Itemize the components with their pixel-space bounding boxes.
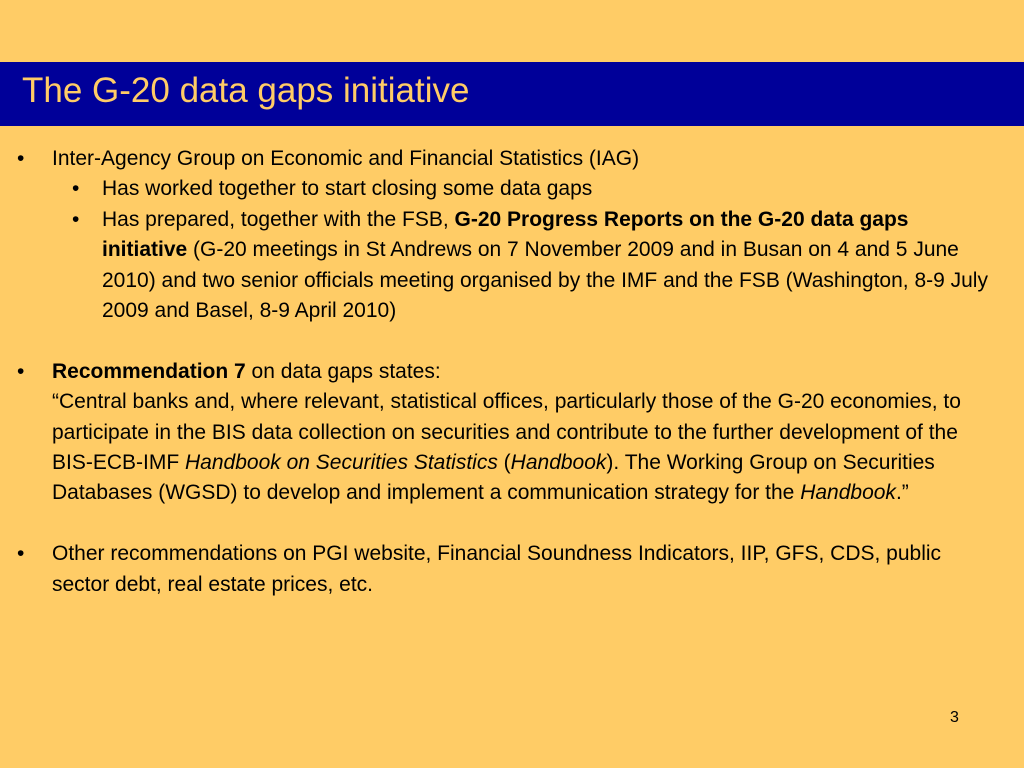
slide-title: The G-20 data gaps initiative bbox=[22, 71, 470, 110]
bullet-dot-icon: • bbox=[72, 177, 80, 201]
bullet-dot-icon: • bbox=[17, 359, 25, 383]
bullet-other-recommendations bbox=[0, 539, 1024, 600]
quote-handbook-title: Handbook on Securities Statistics bbox=[185, 451, 498, 475]
iag-sub-item-2 bbox=[52, 205, 1024, 327]
bullet-dot-icon: • bbox=[72, 207, 80, 231]
page-number: 3 bbox=[950, 709, 959, 726]
bullet-iag bbox=[0, 144, 1024, 174]
bullet-dot-icon: • bbox=[17, 542, 25, 566]
iag-sub-text-2-part2: (G-20 meetings in St Andrews on 7 November 2009 and in Busan on 4 and 5 June 2010) and two senior officials meeting organised by the IMF and the FSB (Washington, 8-9 July 2009 and Basel, 8-9 April 2010) bbox=[102, 238, 988, 323]
iag-sub-list bbox=[0, 174, 1024, 326]
spacer bbox=[0, 509, 1024, 539]
quote-part-4: .” bbox=[895, 481, 909, 505]
bullet-recommendation-7 bbox=[0, 357, 1024, 509]
quote-part-3: ). The Working Group on Securities Databases (WGSD) to develop and implement a communication strategy for the bbox=[52, 451, 935, 505]
recommendation-7-label: Recommendation 7 bbox=[52, 359, 246, 383]
spacer bbox=[0, 326, 1024, 356]
bullet-dot-icon: • bbox=[17, 147, 25, 170]
iag-sub-item-1 bbox=[52, 174, 1024, 204]
quote-handbook-short-1: Handbook bbox=[510, 451, 607, 475]
recommendation-7-lead: on data gaps states: bbox=[245, 359, 441, 383]
progress-reports-title: G-20 Progress Reports on the G-20 data gaps initiative bbox=[102, 207, 909, 262]
title-bar bbox=[0, 62, 1024, 126]
iag-text: Inter-Agency Group on Economic and Financial Statistics (IAG) bbox=[52, 147, 640, 170]
iag-sub-text-2-part1: Has prepared, together with the FSB, bbox=[102, 207, 455, 231]
quote-part-1: “Central banks and, where relevant, statistical offices, particularly those of the G-20 economies, to participate in the BIS data collection on securities and contribute to the further development of the BIS-ECB-IMF bbox=[52, 390, 961, 475]
other-recommendations-text: Other recommendations on PGI website, Financial Soundness Indicators, IIP, GFS, CDS, public sector debt, real estate prices, etc. bbox=[52, 542, 942, 596]
quote-handbook-short-2: Handbook bbox=[800, 481, 896, 505]
quote-part-2: ( bbox=[497, 451, 511, 475]
iag-sub-text-1: Has worked together to start closing some data gaps bbox=[102, 177, 593, 201]
slide-content bbox=[0, 144, 1024, 600]
